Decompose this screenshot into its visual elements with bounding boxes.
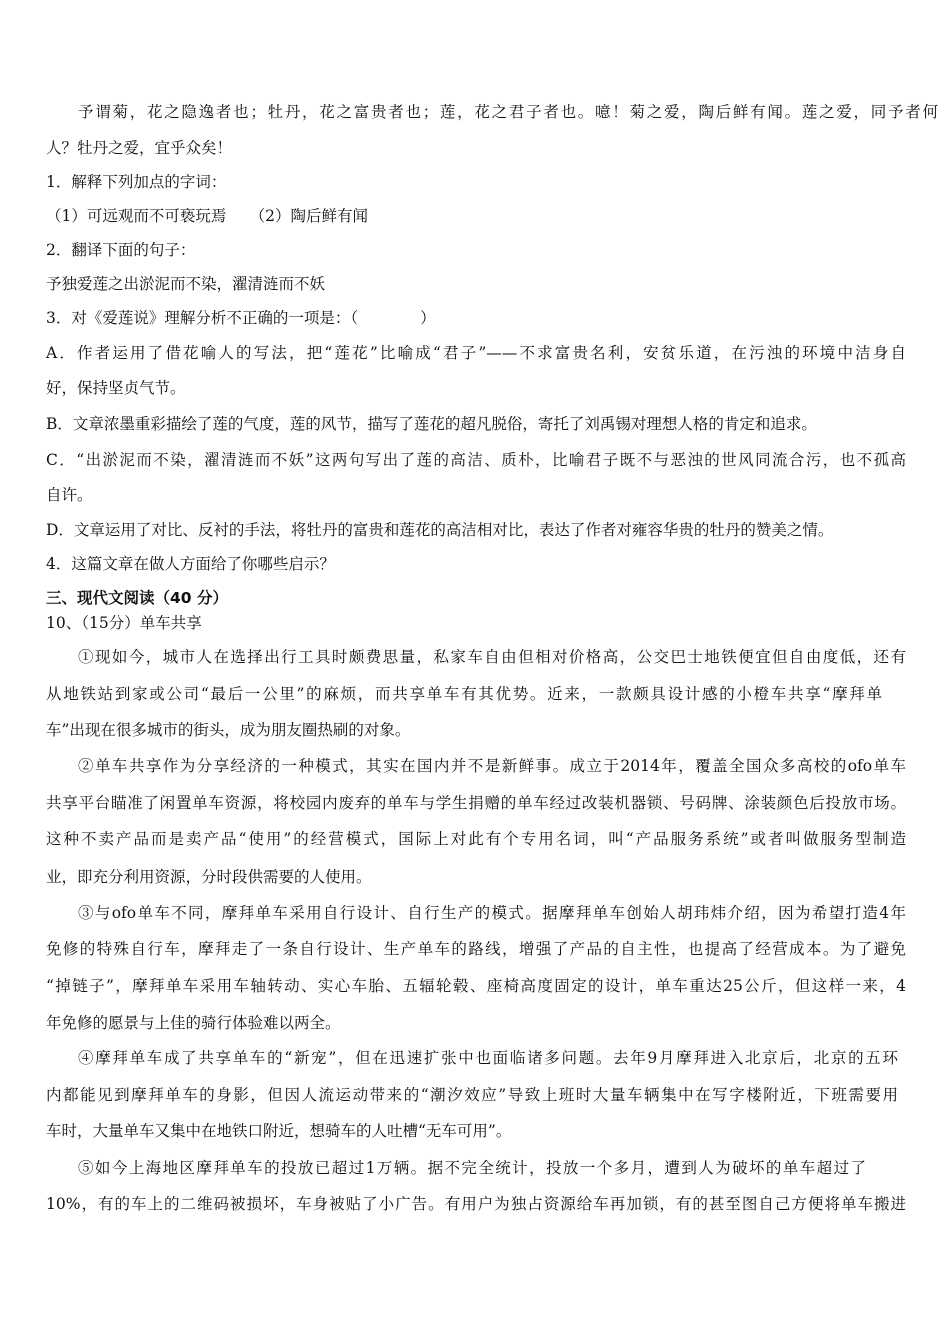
paragraph-4-line: 内都能见到摩拜单车的身影，但因人流运动带来的“潮汐效应”导致上班时大量车辆集中在写字楼附近，下班需要用 <box>46 1086 898 1104</box>
paragraph-2-line: 这种不卖产品而是卖产品“使用”的经营模式，国际上对此有个专用名词，叫“产品服务系统”或者叫做服务型制造 <box>46 830 906 848</box>
question-1: 1．解释下列加点的字词： <box>46 173 227 191</box>
paragraph-1-line: 从地铁站到家或公司“最后一公里”的麻烦，而共享单车有其优势。近来，一款颇具设计感的小橙车共享“摩拜单 <box>46 685 882 703</box>
question-1-items: （1）可远观而不可亵玩焉 （2）陶后鲜有闻 <box>46 207 368 225</box>
classical-text-line: 予谓菊，花之隐逸者也；牡丹，花之富贵者也；莲，花之君子者也。噫！菊之爱，陶后鲜有闻。莲之爱，同予者何 <box>78 103 938 121</box>
paragraph-2-line: 业，即充分利用资源，分时段供需要的人使用。 <box>46 868 372 886</box>
paragraph-2-line: 共享平台瞄准了闲置单车资源，将校园内废弃的单车与学生捐赠的单车经过改装机器锁、号码牌、涂装颜色后投放市场。 <box>46 794 906 812</box>
option-b: B．文章浓墨重彩描绘了莲的气度，莲的风节，描写了莲花的超凡脱俗，寄托了刘禹锡对理想人格的肯定和追求。 <box>46 415 817 433</box>
paragraph-4-line: 车时，大量单车又集中在地铁口附近，想骑车的人吐槽“无车可用”。 <box>46 1122 512 1140</box>
paragraph-5-line: ⑤如今上海地区摩拜单车的投放已超过1万辆。据不完全统计，投放一个多月，遭到人为破坏的单车超过了 <box>78 1159 866 1177</box>
classical-text-line: 人？牡丹之爱，宜乎众矣！ <box>46 139 233 157</box>
question-4: 4．这篇文章在做人方面给了你哪些启示？ <box>46 555 335 573</box>
paragraph-1-line: ①现如今，城市人在选择出行工具时颇费思量，私家车自由但相对价格高，公交巴士地铁便宜但自由度低，还有 <box>78 648 906 666</box>
paragraph-3-line: 免修的特殊自行车，摩拜走了一条自行设计、生产单车的路线，增强了产品的自主性，也提高了经营成本。为了避免 <box>46 940 906 958</box>
option-c-cont: 自许。 <box>46 486 93 504</box>
paragraph-4-line: ④摩拜单车成了共享单车的“新宠”，但在迅速扩张中也面临诸多问题。去年9月摩拜进入北京后，北京的五环 <box>78 1049 898 1067</box>
paragraph-2-line: ②单车共享作为分享经济的一种模式，其实在国内并不是新鲜事。成立于2014年，覆盖全国众多高校的ofo单车 <box>78 757 906 775</box>
paragraph-3-line: 年免修的愿景与上佳的骑行体验难以两全。 <box>46 1014 341 1032</box>
question-10-title: 10、（15分）单车共享 <box>46 614 202 632</box>
paragraph-1-line: 车”出现在很多城市的街头，成为朋友圈热刷的对象。 <box>46 721 411 739</box>
option-c: C．“出淤泥而不染，濯清涟而不妖”这两句写出了莲的高洁、质朴，比喻君子既不与恶浊的世风同流合污，也不孤高 <box>46 451 906 469</box>
option-d: D．文章运用了对比、反衬的手法，将牡丹的富贵和莲花的高洁相对比，表达了作者对雍容华贵的牡丹的赞美之情。 <box>46 521 834 539</box>
option-a: A．作者运用了借花喻人的写法，把“莲花”比喻成“君子”——不求富贵名利，安贫乐道，在污浊的环境中洁身自 <box>46 344 906 362</box>
question-3: 3．对《爱莲说》理解分析不正确的一项是：（ ） <box>46 309 436 327</box>
question-2: 2．翻译下面的句子： <box>46 241 196 259</box>
question-2-sentence: 予独爱莲之出淤泥而不染，濯清涟而不妖 <box>46 275 326 293</box>
paragraph-5-line: 10%，有的车上的二维码被损坏，车身被贴了小广告。有用户为独占资源给车再加锁，有的甚至图自己方便将单车搬进 <box>46 1195 906 1213</box>
option-a-cont: 好，保持坚贞气节。 <box>46 379 186 397</box>
paragraph-3-line: ③与ofo单车不同，摩拜单车采用自行设计、自行生产的模式。据摩拜单车创始人胡玮炜介绍，因为希望打造4年 <box>78 904 906 922</box>
paragraph-3-line: “掉链子”，摩拜单车采用车轴转动、实心车胎、五辐轮毂、座椅高度固定的设计，单车重达25公斤，但这样一来，4 <box>46 977 906 995</box>
section-heading: 三、现代文阅读（40 分） <box>46 589 228 607</box>
